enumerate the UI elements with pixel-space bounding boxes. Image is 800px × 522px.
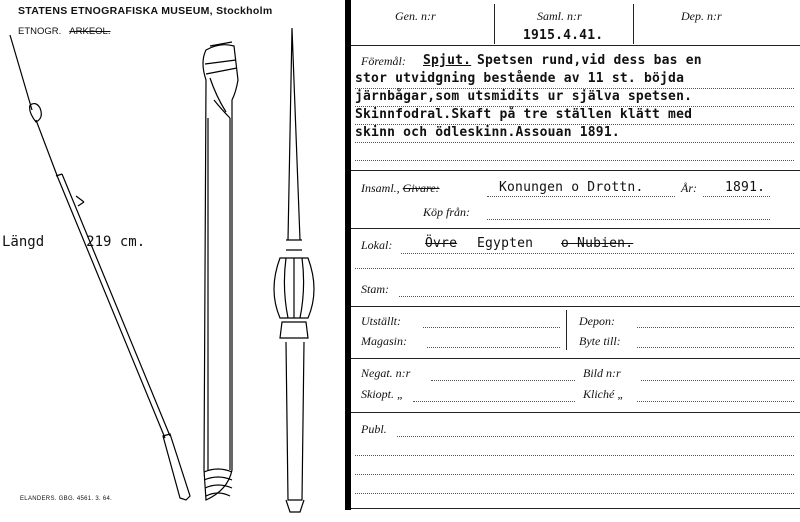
spear-overview (10, 35, 190, 500)
length-value: 219 cm. (86, 234, 146, 250)
desc-line-2: stor utvidgning bestående av 11 st. böjda (355, 71, 685, 86)
printer-mark: ELANDERS. GBG. 4561. 3. 64. (20, 496, 113, 502)
bild-label: Bild n:r (583, 366, 621, 380)
saml-nr-value: 1915.4.41. (523, 28, 604, 43)
kop-fran-label: Köp från: (423, 205, 471, 219)
drawing-panel (0, 0, 345, 522)
skiopt-label: Skiopt. „ (361, 387, 404, 401)
museum-header: STATENS ETNOGRAFISKA MUSEUM, Stockholm (18, 5, 273, 17)
desc-line-4: Skinnfodral.Skaft på tre ställen klätt med (355, 107, 693, 122)
foremal-word: Spjut. (423, 53, 472, 68)
saml-nr-label: Saml. n:r (537, 9, 582, 23)
ar-value: 1891. (725, 180, 766, 195)
publ-label: Publ. (361, 422, 387, 436)
gen-nr-label: Gen. n:r (395, 9, 436, 23)
lokal-value: Egypten (477, 236, 534, 251)
spear-drawing (0, 0, 345, 522)
negat-label: Negat. n:r (361, 366, 411, 380)
desc-line-1: Spetsen rund,vid dess bas en (477, 53, 702, 68)
foremal-label: Föremål: (361, 54, 406, 68)
byte-till-label: Byte till: (579, 334, 621, 348)
spearhead-detail (274, 28, 314, 500)
dep-nr-label: Dep. n:r (681, 9, 722, 23)
lokal-struck-1: Övre (425, 236, 458, 251)
dept-arkeol-struck: ARKEOL. (69, 26, 111, 37)
lokal-struck-2: o Nubien. (561, 236, 634, 251)
insaml-label: Insaml., Givare: (361, 181, 440, 195)
desc-line-5: skinn och ödleskinn.Assouan 1891. (355, 125, 620, 140)
magasin-label: Magasin: (361, 334, 407, 348)
ar-label: År: (681, 181, 697, 195)
stam-label: Stam: (361, 282, 389, 296)
depon-label: Depon: (579, 314, 615, 328)
catalog-card (351, 0, 800, 522)
kliche-label: Kliché „ (583, 387, 624, 401)
givare-label-struck: Givare: (402, 181, 440, 195)
utstallt-label: Utställt: (361, 314, 402, 328)
desc-line-3: järnbågar,som utsmidits ur själva spetsen. (355, 89, 693, 104)
length-label: Längd (2, 234, 45, 250)
lokal-label: Lokal: (361, 238, 393, 252)
dept-etnogr: ETNOGR. (18, 26, 62, 37)
insaml-value: Konungen o Drottn. (499, 180, 644, 195)
